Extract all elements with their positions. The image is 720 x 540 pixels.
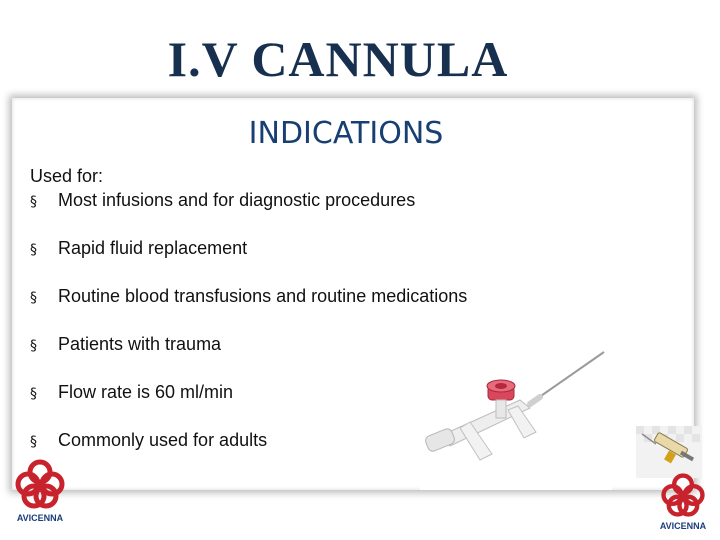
list-item-text: Patients with trauma	[58, 334, 222, 354]
intro-text: Used for:	[30, 166, 104, 186]
bullet-icon: §	[30, 194, 37, 210]
list-item	[30, 430, 467, 478]
section-heading: INDICATIONS	[248, 116, 444, 151]
list-item-text: Routine blood transfusions and routine medications	[58, 286, 468, 306]
bullet-icon: §	[30, 242, 37, 258]
bullet-icon: §	[30, 290, 37, 306]
indications-list	[30, 190, 467, 478]
list-item	[30, 334, 467, 382]
logo-text: AVICENNA	[659, 521, 707, 531]
list-item-text: Most infusions and for diagnostic procedures	[58, 190, 416, 210]
syringe-image	[636, 426, 702, 478]
flower-logo-icon	[659, 472, 707, 518]
bullet-icon: §	[30, 386, 37, 402]
bullet-icon: §	[30, 338, 37, 354]
avicenna-logo-left	[6, 458, 74, 523]
list-item	[30, 286, 467, 334]
avicenna-logo-right	[650, 472, 716, 531]
list-item-text: Commonly used for adults	[58, 430, 268, 450]
list-item-text: Rapid fluid replacement	[58, 238, 248, 258]
list-item	[30, 190, 467, 238]
flower-logo-icon	[14, 458, 66, 510]
list-item-text: Flow rate is 60 ml/min	[58, 382, 234, 402]
bullet-icon: §	[30, 434, 37, 450]
list-item	[30, 382, 467, 430]
list-item	[30, 238, 467, 286]
slide-title: I.V CANNULA	[167, 31, 509, 87]
iv-cannula-image	[420, 340, 612, 490]
logo-text: AVICENNA	[16, 513, 64, 523]
